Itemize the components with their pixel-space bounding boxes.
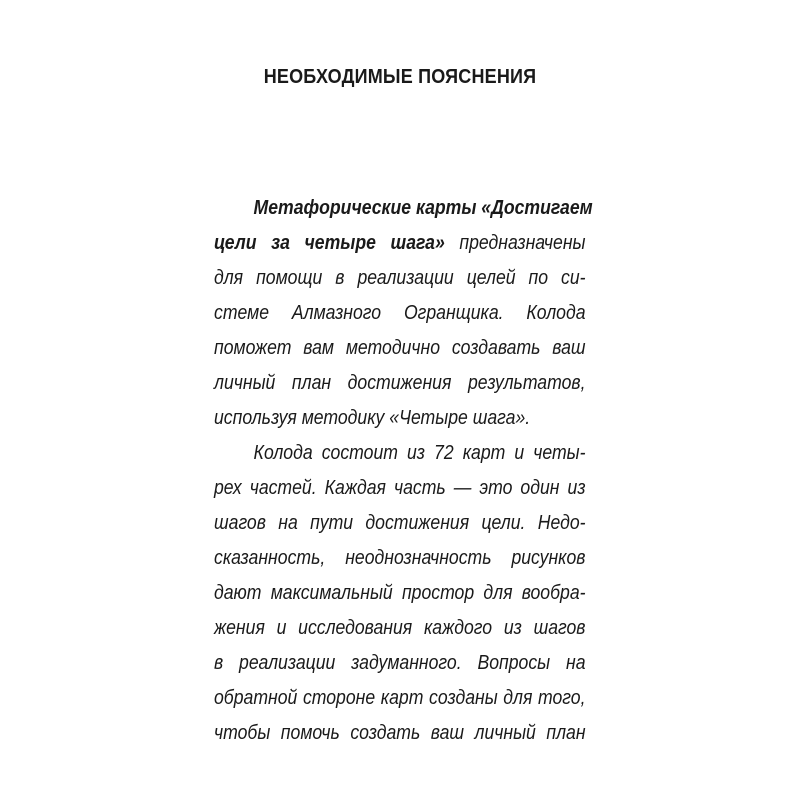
text-line: обратной стороне карт созданы для того,	[214, 686, 586, 709]
bold-phrase: цели за четыре шага»	[214, 231, 445, 254]
text-line: используя методику «Четыре шага».	[214, 406, 531, 429]
text-line: стеме Алмазного Огранщика. Колода	[214, 301, 586, 324]
text-line: в реализации задуманного. Вопросы на	[214, 651, 586, 674]
text-line: дают максимальный простор для вообра-	[214, 581, 586, 604]
bold-phrase: Метафорические карты «Достигаем	[253, 196, 593, 219]
page-title: НЕОБХОДИМЫЕ ПОЯСНЕНИЯ	[263, 66, 537, 88]
text-line: чтобы помочь создать ваш личный план	[214, 721, 586, 744]
text-line: поможет вам методично создавать ваш	[214, 336, 586, 359]
text-line: Колода состоит из 72 карт и четы-	[253, 441, 586, 464]
text-fragment: предназначены	[444, 231, 586, 254]
text-line: для помощи в реализации целей по си-	[214, 266, 586, 289]
text-line: личный план достижения результатов,	[214, 371, 586, 394]
text-line	[214, 225, 586, 260]
text-line: шагов на пути достижения цели. Недо-	[214, 511, 586, 534]
body-text	[214, 190, 593, 750]
text-line: рех частей. Каждая часть — это один из	[214, 476, 586, 499]
text-line: сказанность, неоднозначность рисунков	[214, 546, 586, 569]
text-line: жения и исследования каждого из шагов	[214, 616, 586, 639]
text-line	[214, 190, 593, 225]
